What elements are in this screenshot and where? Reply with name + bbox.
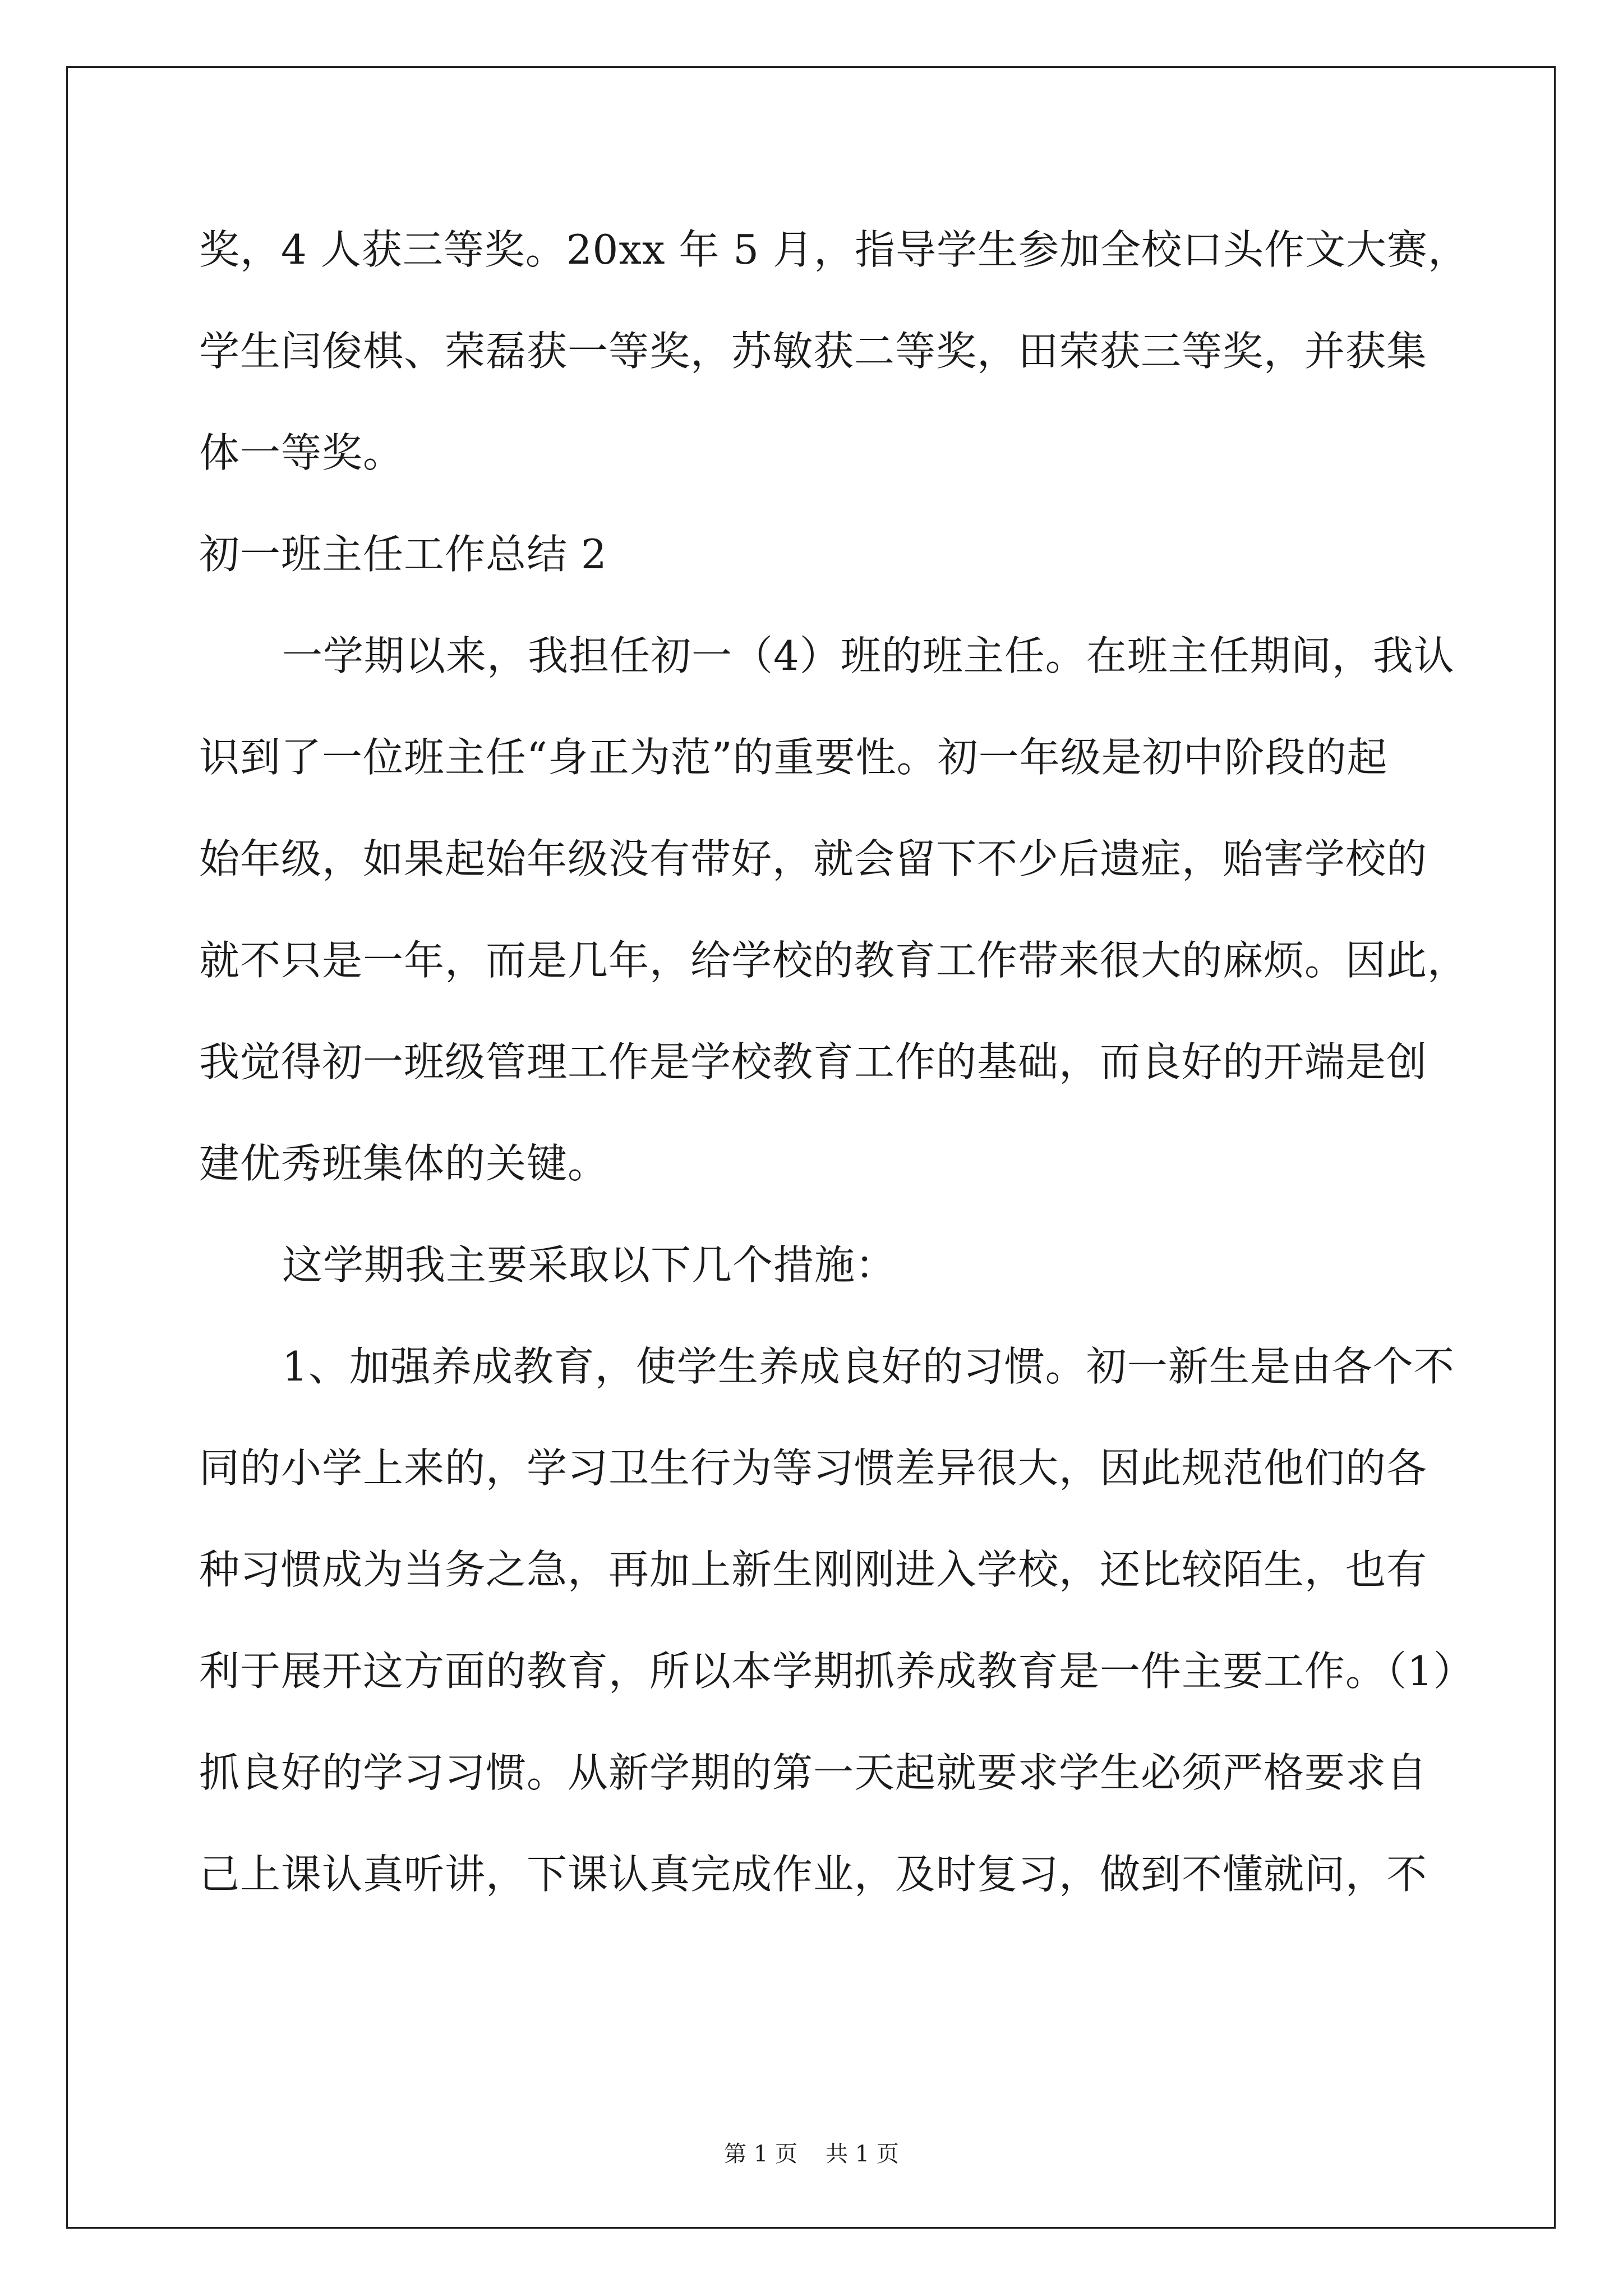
body-line: 奖，4 人获三等奖。20xx 年 5 月，指导学生参加全校口头作文大赛， — [199, 226, 1469, 273]
body-line: 识到了一位班主任“身正为范”的重要性。初一年级是初中阶段的起 — [199, 734, 1388, 781]
document-body — [199, 199, 1474, 1925]
body-line: 种习惯成为当务之急，再加上新生刚刚进入学校，还比较陌生，也有 — [199, 1546, 1428, 1593]
page-number: 第 1 页 — [724, 2141, 797, 2167]
section-heading: 初一班主任工作总结 2 — [199, 531, 607, 578]
body-line: 建优秀班集体的关键。 — [199, 1140, 609, 1187]
page-footer — [0, 2137, 1623, 2171]
body-line: 我觉得初一班级管理工作是学校教育工作的基础，而良好的开端是创 — [199, 1038, 1428, 1085]
body-line: 学生闫俊棋、荣磊获一等奖，苏敏获二等奖，田荣获三等奖，并获集 — [199, 328, 1428, 375]
body-line: 利于展开这方面的教育，所以本学期抓养成教育是一件主要工作。（1） — [199, 1648, 1474, 1695]
body-line: 就不只是一年，而是几年，给学校的教育工作带来很大的麻烦。因此， — [199, 937, 1469, 984]
body-line: 始年级，如果起始年级没有带好，就会留下不少后遗症，贻害学校的 — [199, 835, 1428, 882]
body-line: 己上课认真听讲，下课认真完成作业，及时复习，做到不懂就问，不 — [199, 1851, 1428, 1898]
body-line: 抓良好的学习习惯。从新学期的第一天起就要求学生必须严格要求自 — [199, 1749, 1428, 1796]
body-line: 这学期我主要采取以下几个措施： — [282, 1241, 897, 1289]
body-line: 同的小学上来的，学习卫生行为等习惯差异很大，因此规范他们的各 — [199, 1444, 1428, 1492]
body-line: 体一等奖。 — [199, 429, 404, 476]
body-line: 一学期以来，我担任初一（4）班的班主任。在班主任期间，我认 — [282, 632, 1455, 679]
page-total: 共 1 页 — [826, 2141, 899, 2167]
body-line: 1、加强养成教育，使学生养成良好的习惯。初一新生是由各个不 — [282, 1343, 1455, 1390]
